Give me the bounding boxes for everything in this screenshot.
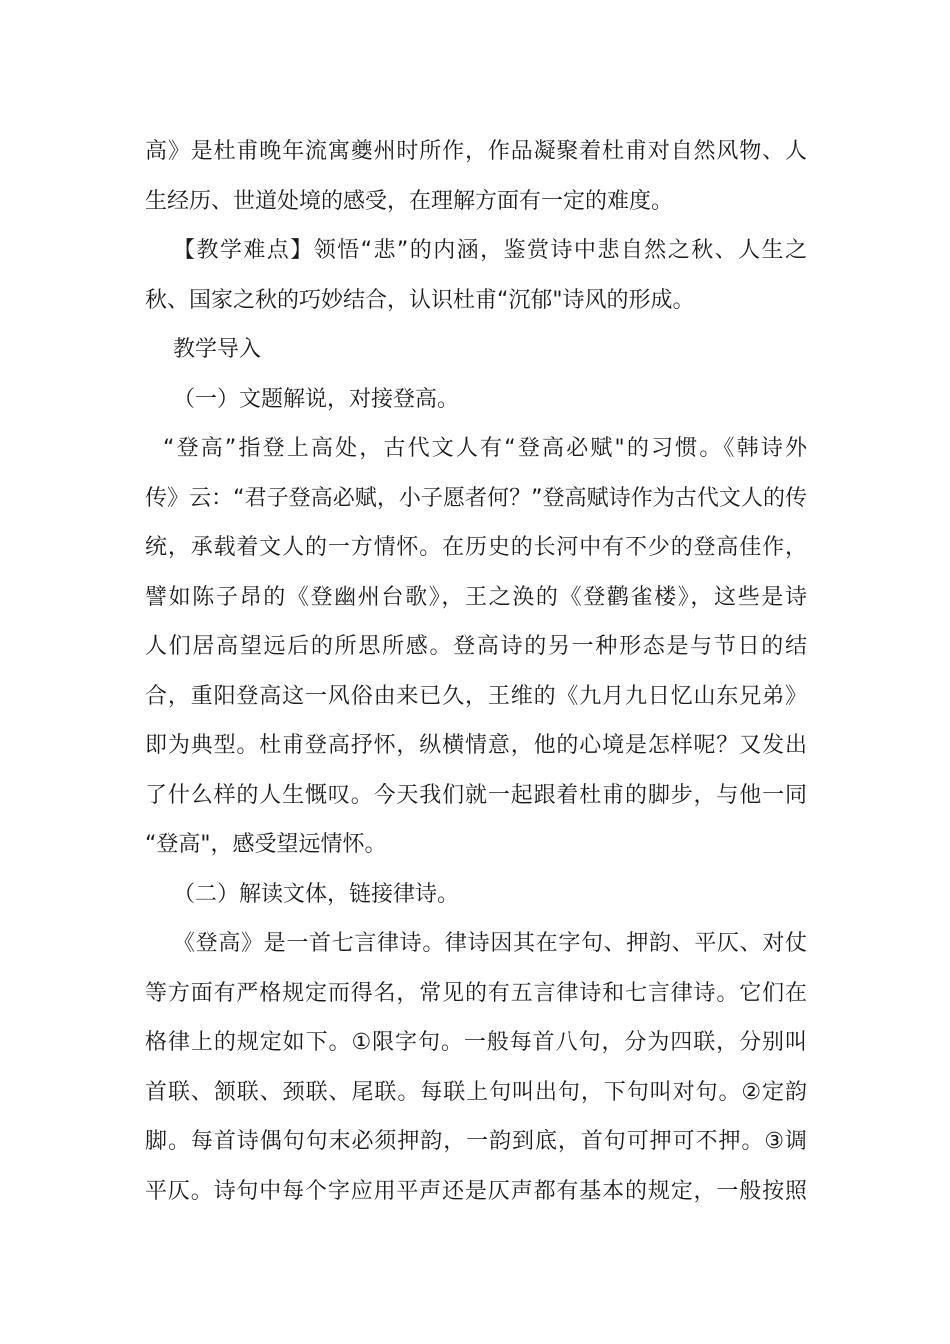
text-line: 合，重阳登高这一风俗由来已久，王维的《九月九日忆山东兄弟》 <box>145 683 807 709</box>
text-line: 首联、颔联、颈联、尾联。每联上句叫出句，下句叫对句。②定韵 <box>145 1079 807 1105</box>
subsection-heading-2: （二）解读文体，链接律诗。 <box>173 881 460 907</box>
text-line: 高》是杜甫晚年流寓夔州时所作，作品凝聚着杜甫对自然风物、人 <box>145 139 807 164</box>
text-line: 统，承载着文人的一方情怀。在历史的长河中有不少的登高佳作， <box>145 535 807 560</box>
section-heading-difficulty: 【教学难点】领悟“悲”的内涵，鉴赏诗中悲自然之秋、人生之 <box>173 238 807 263</box>
text-line: 了什么样的人生慨叹。今天我们就一起跟着杜甫的脚步，与他一同 <box>145 782 807 808</box>
text-line: 格律上的规定如下。①限字句。一般每首八句，分为四联，分别叫 <box>145 1030 807 1055</box>
text-line: 《登高》是一首七言律诗。律诗因其在字句、押韵、平仄、对仗 <box>173 931 807 956</box>
text-line: 秋、国家之秋的巧妙结合，认识杜甫“沉郁"诗风的形成。 <box>145 287 695 313</box>
text-line: 平仄。诗句中每个字应用平声还是仄声都有基本的规定，一般按照 <box>145 1178 807 1204</box>
text-line: “登高”指登上高处，古代文人有“登高必赋"的习惯。《韩诗外 <box>163 436 807 461</box>
text-line: 人们居高望远后的所思所感。登高诗的另一种形态是与节日的结 <box>145 634 807 659</box>
text-line: 譬如陈子昂的《登幽州台歌》，王之涣的《登鹳雀楼》，这些是诗 <box>145 584 807 610</box>
text-line: 脚。每首诗偶句句末必须押韵，一韵到底，首句可押可不押。③调 <box>145 1129 807 1154</box>
section-heading-intro: 教学导入 <box>173 337 262 362</box>
text-line: 即为典型。杜甫登高抒怀，纵横情意，他的心境是怎样呢？又发出 <box>145 733 807 758</box>
body-text <box>145 127 807 1216</box>
text-line: 等方面有严格规定而得名，常见的有五言律诗和七言律诗。它们在 <box>145 980 807 1006</box>
text-line: “登高"，感受望远情怀。 <box>145 832 387 857</box>
subsection-heading-1: （一）文题解说，对接登高。 <box>173 386 460 412</box>
text-line: 传》云：“君子登高必赋，小子愿者何？”登高赋诗作为古代文人的传 <box>145 485 807 511</box>
text-line: 生经历、世道处境的感受，在理解方面有一定的难度。 <box>145 188 674 214</box>
